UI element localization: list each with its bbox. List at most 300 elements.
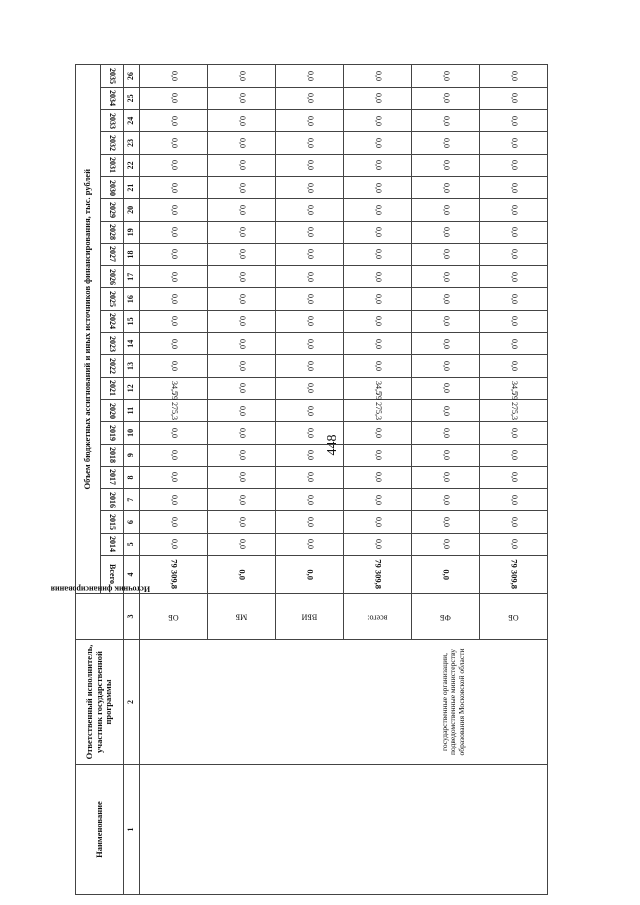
cell-value [411,65,479,87]
cell-value [276,310,344,332]
cell-value [343,87,411,109]
financing-table [50,64,548,895]
value-text: 34,5 [170,381,179,396]
header-year-2031 [100,154,123,176]
value-text: 0,0 [305,494,315,505]
cell-value [140,110,208,132]
header-year-text: 2016 [108,491,118,508]
cell-value [479,65,547,87]
value-text: 0,0 [373,316,383,327]
value-text: 0,0 [170,93,179,104]
cell-value [208,110,276,132]
header-row-column-numbers [123,65,139,895]
source-text: ОБ [508,612,519,622]
value-text: 0,0 [170,227,179,238]
cell-value [411,399,479,421]
column-number-13: 13 [123,355,139,377]
cell-value [343,533,411,555]
header-year-2014 [100,533,123,555]
value-text: 0,0 [305,204,315,215]
source-text: ВБИ [301,612,318,622]
value-text: 0,0 [305,383,315,394]
cell-value [479,176,547,198]
cell-source [140,594,208,640]
value-text: 0,0 [509,71,519,82]
header-source [50,584,150,640]
value-text: 0,0 [441,494,451,505]
header-year-2019 [100,422,123,444]
cell-value [479,355,547,377]
value-text: 0,0 [509,115,519,126]
cell-source [479,594,547,640]
value-text: 0,0 [237,472,247,483]
header-year-2027 [100,243,123,265]
cell-value [208,266,276,288]
cell-value [411,355,479,377]
value-text: 0,0 [305,472,315,483]
value-text: 0,0 [373,539,383,550]
rotated-table-wrapper [50,65,548,895]
page-number: 448 [325,434,340,456]
value-text: 0,0 [441,472,451,483]
value-text: 0,0 [441,338,451,349]
cell-value [276,377,344,399]
value-text: 0,0 [373,115,383,126]
cell-value [276,65,344,87]
value-text: 0,0 [441,160,451,171]
cell-value [208,199,276,221]
cell-value [479,221,547,243]
cell-value [411,266,479,288]
header-year-text: 2031 [108,157,118,174]
cell-value [208,132,276,154]
cell-total [276,556,344,594]
cell-value [208,65,276,87]
cell-value [343,444,411,466]
cell-value [479,266,547,288]
header-source-text: Источник финансирования [50,584,150,594]
value-text: 0,0 [509,160,519,171]
cell-value [140,154,208,176]
header-year-2025 [100,288,123,310]
cell-value [479,489,547,511]
header-year-text: 2020 [108,402,118,419]
value-text: 0,0 [170,517,179,528]
value-text: 0,0 [170,294,179,305]
cell-value [208,243,276,265]
header-year-text: 2026 [108,268,118,285]
total-value: 0,0 [441,569,452,580]
value-text: 0,0 [509,294,519,305]
header-year-text: 2032 [108,135,118,152]
cell-value [411,533,479,555]
cell-value [276,533,344,555]
cell-value [140,333,208,355]
value-text: 0,0 [441,539,451,550]
value-text: 0,0 [170,494,179,505]
cell-value [276,399,344,421]
value-text: 79 275,3 [509,392,519,421]
cell-value [343,243,411,265]
cell-value [479,444,547,466]
value-text: 0,0 [170,360,179,371]
value-text: 0,0 [441,93,451,104]
value-text: 0,0 [509,249,519,260]
cell-value [140,221,208,243]
header-total-text: Всего [108,564,118,585]
cell-value [479,511,547,533]
header-year-text: 2035 [108,68,118,85]
cell-value [276,176,344,198]
header-year-text: 2017 [108,469,118,486]
value-text: 0,0 [509,204,519,215]
value-text: 0,0 [441,71,451,82]
header-year-text: 2030 [108,179,118,196]
value-text: 0,0 [441,450,451,461]
cell-value [208,221,276,243]
cell-value [140,392,208,421]
value-text: 0,0 [373,472,383,483]
value-text: 0,0 [237,138,247,149]
source-text: всего: [367,612,388,622]
value-text: 0,0 [373,249,383,260]
cell-value [140,466,208,488]
cell-source [411,594,479,640]
value-text: 0,0 [237,517,247,528]
cell-value [276,154,344,176]
value-text: 0,0 [305,249,315,260]
header-year-2023 [100,333,123,355]
value-text: 0,0 [170,338,179,349]
total-value: 79 309,8 [509,559,520,590]
value-text: 0,0 [373,338,383,349]
value-text: 0,0 [305,227,315,238]
header-year-text: 2025 [108,291,118,308]
value-text: 0,0 [170,138,179,149]
cell-value [479,132,547,154]
column-number-21: 21 [123,176,139,198]
value-text: 0,0 [237,316,247,327]
header-year-2015 [100,511,123,533]
value-text: 0,0 [509,539,519,550]
value-text: 0,0 [305,360,315,371]
value-text: 0,0 [305,427,315,438]
value-text: 0,0 [441,360,451,371]
value-text: 0,0 [373,427,383,438]
cell-total [343,556,411,594]
cell-value [411,87,479,109]
cell-value [276,489,344,511]
cell-value [479,154,547,176]
executor-text: государственные организации, подведомственные министерству образования Московской области [439,648,466,756]
cell-value [276,422,344,444]
cell-value [140,199,208,221]
value-text: 0,0 [237,494,247,505]
value-text: 0,0 [441,427,451,438]
column-number-6: 6 [123,511,139,533]
value-text: 0,0 [305,405,315,416]
value-text: 0,0 [305,160,315,171]
header-year-2017 [100,466,123,488]
value-text: 0,0 [441,383,451,394]
cell-value [276,288,344,310]
header-year-text: 2018 [108,447,118,464]
header-year-2029 [100,199,123,221]
cell-value [479,310,547,332]
value-text: 0,0 [305,338,315,349]
cell-value [411,110,479,132]
cell-value [479,392,547,421]
cell-value [343,110,411,132]
column-number-25: 25 [123,87,139,109]
source-text: ОБ [168,612,179,622]
value-text: 0,0 [305,93,315,104]
cell-value [411,511,479,533]
header-year-2016 [100,489,123,511]
value-text: 0,0 [373,71,383,82]
cell-value [343,489,411,511]
column-number-1: 1 [123,765,139,895]
value-text: 0,0 [305,138,315,149]
cell-value [343,392,411,421]
column-number-22: 22 [123,154,139,176]
cell-value [276,466,344,488]
value-text: 0,0 [373,227,383,238]
value-text: 0,0 [441,405,451,416]
value-text: 0,0 [170,316,179,327]
value-text: 0,0 [441,271,451,282]
cell-value [343,310,411,332]
value-text: 0,0 [373,517,383,528]
header-year-text: 2022 [108,357,118,374]
cell-value [208,288,276,310]
header-year-text: 2033 [108,112,118,129]
value-text: 0,0 [170,115,179,126]
value-text: 79 275,3 [170,392,179,421]
cell-value [411,132,479,154]
value-text: 0,0 [170,249,179,260]
source-text: ФБ [439,612,451,622]
cell-value [343,221,411,243]
cell-value [208,154,276,176]
column-number-3: 3 [123,594,139,640]
total-value: 79 309,8 [169,559,180,590]
value-text: 0,0 [237,227,247,238]
column-number-19: 19 [123,221,139,243]
column-number-5: 5 [123,533,139,555]
cell-value [140,355,208,377]
value-text: 0,0 [237,405,247,416]
header-name: Наименование [76,765,124,895]
column-number-11: 11 [123,399,139,421]
value-text: 0,0 [441,249,451,260]
value-text: 0,0 [237,249,247,260]
cell-value [276,199,344,221]
value-text: 0,0 [373,450,383,461]
cell-value [411,489,479,511]
header-year-2024 [100,310,123,332]
header-year-text: 2027 [108,246,118,263]
cell-value [140,65,208,87]
cell-value [208,422,276,444]
value-text: 0,0 [509,472,519,483]
cell-value [343,333,411,355]
cell-value [276,221,344,243]
cell-value [208,466,276,488]
value-text: 0,0 [237,160,247,171]
cell-value [343,65,411,87]
value-text: 0,0 [170,472,179,483]
header-year-text: 2024 [108,313,118,330]
cell-value [411,221,479,243]
value-text: 0,0 [170,71,179,82]
cell-value [276,355,344,377]
value-text: 0,0 [509,227,519,238]
column-number-26: 26 [123,65,139,87]
cell-value [276,444,344,466]
header-year-text: 2021 [108,380,118,397]
value-text: 0,0 [305,316,315,327]
value-text: 0,0 [237,271,247,282]
header-year-2020 [100,399,123,421]
value-text: 0,0 [305,539,315,550]
header-year-text: 2015 [108,514,118,531]
column-number-20: 20 [123,199,139,221]
cell-value [479,288,547,310]
cell-value [208,444,276,466]
header-row-1 [76,65,101,895]
value-text: 0,0 [170,271,179,282]
header-year-text: 2014 [108,536,118,553]
value-text: 0,0 [237,115,247,126]
total-value: 0,0 [305,569,316,580]
cell-value [140,444,208,466]
cell-value [276,511,344,533]
cell-name [140,765,548,895]
cell-value [411,243,479,265]
cell-value [140,243,208,265]
column-number-4: 4 [123,556,139,594]
value-text: 0,0 [237,294,247,305]
column-number-18: 18 [123,243,139,265]
cell-value [479,199,547,221]
cell-total [411,556,479,594]
cell-value [411,444,479,466]
value-text: 0,0 [509,517,519,528]
source-text: МБ [235,612,248,622]
cell-value [140,132,208,154]
column-number-17: 17 [123,266,139,288]
header-year-2018 [100,444,123,466]
cell-value [140,533,208,555]
header-year-2032 [100,132,123,154]
cell-value [276,87,344,109]
value-text: 0,0 [509,427,519,438]
value-text: 0,0 [509,338,519,349]
column-number-7: 7 [123,489,139,511]
value-text: 0,0 [441,115,451,126]
cell-value [276,266,344,288]
value-text: 0,0 [509,494,519,505]
cell-source [208,594,276,640]
cell-value [343,511,411,533]
value-text: 0,0 [509,360,519,371]
value-text: 0,0 [170,450,179,461]
cell-value [343,266,411,288]
cell-value [208,489,276,511]
value-text: 0,0 [170,427,179,438]
header-volume-title: Объем бюджетных ассигнований и иных источников финансирования, тыс. рублей [76,65,101,594]
value-text: 0,0 [373,160,383,171]
column-number-12: 12 [123,377,139,399]
value-text: 0,0 [305,115,315,126]
cell-value [343,132,411,154]
cell-value [208,87,276,109]
cell-value [140,266,208,288]
cell-value [479,466,547,488]
cell-value [479,533,547,555]
column-number-8: 8 [123,466,139,488]
value-text: 0,0 [237,450,247,461]
cell-value [140,87,208,109]
value-text: 0,0 [305,450,315,461]
header-year-text: 2028 [108,224,118,241]
cell-value [140,176,208,198]
column-number-15: 15 [123,310,139,332]
value-text: 0,0 [373,93,383,104]
value-text: 0,0 [509,271,519,282]
value-text: 0,0 [441,204,451,215]
cell-value [208,176,276,198]
value-text: 0,0 [509,182,519,193]
cell-value [411,333,479,355]
cell-value [479,333,547,355]
value-text: 34,5 [373,381,383,396]
cell-value [411,422,479,444]
cell-value [343,466,411,488]
column-number-9: 9 [123,444,139,466]
value-text: 79 275,3 [373,392,383,421]
value-text: 0,0 [373,204,383,215]
header-year-2035 [100,65,123,87]
cell-value [208,377,276,399]
cell-total [479,556,547,594]
value-text: 0,0 [237,539,247,550]
value-text: 0,0 [509,138,519,149]
value-text: 0,0 [441,227,451,238]
value-text: 0,0 [373,138,383,149]
cell-executor [140,640,548,765]
value-text: 0,0 [170,182,179,193]
cell-value [208,310,276,332]
cell-value [411,377,479,399]
cell-value [479,110,547,132]
header-executor: Ответственный исполнитель, участник государственной программы [76,640,124,765]
value-text: 0,0 [305,71,315,82]
total-value: 79 309,8 [373,559,384,590]
value-text: 0,0 [237,383,247,394]
value-text: 34,5 [509,381,519,396]
value-text: 0,0 [170,204,179,215]
value-text: 0,0 [237,360,247,371]
header-year-text: 2023 [108,335,118,352]
header-year-2028 [100,221,123,243]
column-number-14: 14 [123,333,139,355]
cell-value [276,110,344,132]
cell-value [208,533,276,555]
cell-value [411,199,479,221]
cell-value [208,355,276,377]
